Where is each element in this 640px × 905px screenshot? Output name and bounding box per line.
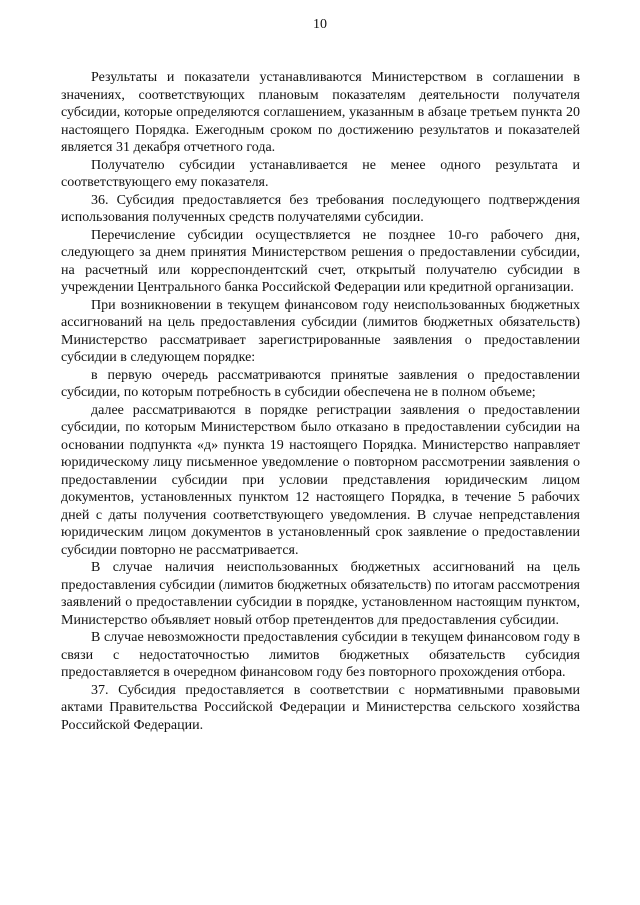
paragraph-first-priority: в первую очередь рассматриваются принятые заявления о предоставлении субсидии, по которым потребность в субсидии обеспечена не в полном объеме; bbox=[61, 367, 580, 400]
paragraph-item-37: 37. Субсидия предоставляется в соответствии с нормативными правовыми актами Правительства Российской Федерации и Министерства сельского хозяйства Российской Федерации. bbox=[61, 682, 580, 733]
paragraph-next-year: В случае невозможности предоставления субсидии в текущем финансовом году в связи с недостаточностью лимитов бюджетных обязательств субсидия предоставляется в очередном финансовом году без повторного прохождения отбора. bbox=[61, 630, 580, 680]
paragraph-unused-allocations: При возникновении в текущем финансовом году неиспользованных бюджетных ассигнований на цель предоставления субсидии (лимитов бюджетных обязательств) Министерство рассматривает зарегистрированные заявления о предоставлении субсидии в следующем порядке: bbox=[61, 297, 580, 365]
document-body bbox=[61, 69, 580, 734]
paragraph-next-priority: далее рассматриваются в порядке регистрации заявления о предоставлении субсидии, по которым Министерством было отказано в предоставлении субсидии на основании подпункта «д» пункта 19 настоящего Порядка. Министерство направляет юридическому лицу письменное уведомление о повторном рассмотрении заявления о предоставлении субсидии при условии представления юридическим лицом документов, установленных пунктом 12 настоящего Порядка, в течение 5 рабочих дней с даты получения соответствующего уведомления. В случае непредставления юридическим лицом документов в установленный срок заявление о предоставлении субсидии повторно не рассматривается. bbox=[61, 402, 580, 558]
paragraph-transfer-subsidy: Перечисление субсидии осуществляется не позднее 10-го рабочего дня, следующего за днем принятия Министерством решения о предоставлении субсидии, на расчетный или корреспондентский счет, открытый получателю субсидии в учреждении Центрального банка Российской Федерации или кредитной организации. bbox=[61, 227, 580, 295]
page-number: 10 bbox=[313, 17, 327, 32]
paragraph-recipient-results: Получателю субсидии устанавливается не менее одного результата и соответствующего ему показателя. bbox=[61, 157, 580, 190]
paragraph-results-indicators: Результаты и показатели устанавливаются Министерством в соглашении в значениях, соответствующих плановым показателям деятельности получателя субсидии, которые определяются соглашением, указанным в абзаце третьем пункта 20 настоящего Порядка. Ежегодным сроком по достижению результатов и показателей является 31 декабря отчетного года. bbox=[61, 70, 580, 155]
paragraph-item-36: 36. Субсидия предоставляется без требования последующего подтверждения использования полученных средств получателями субсидии. bbox=[61, 192, 580, 225]
paragraph-new-selection: В случае наличия неиспользованных бюджетных ассигнований на цель предоставления субсидии (лимитов бюджетных обязательств) по итогам рассмотрения заявлений о предоставлении субсидии в порядке, установленном настоящим пунктом, Министерство объявляет новый отбор претендентов для предоставления субсидии. bbox=[61, 560, 580, 628]
